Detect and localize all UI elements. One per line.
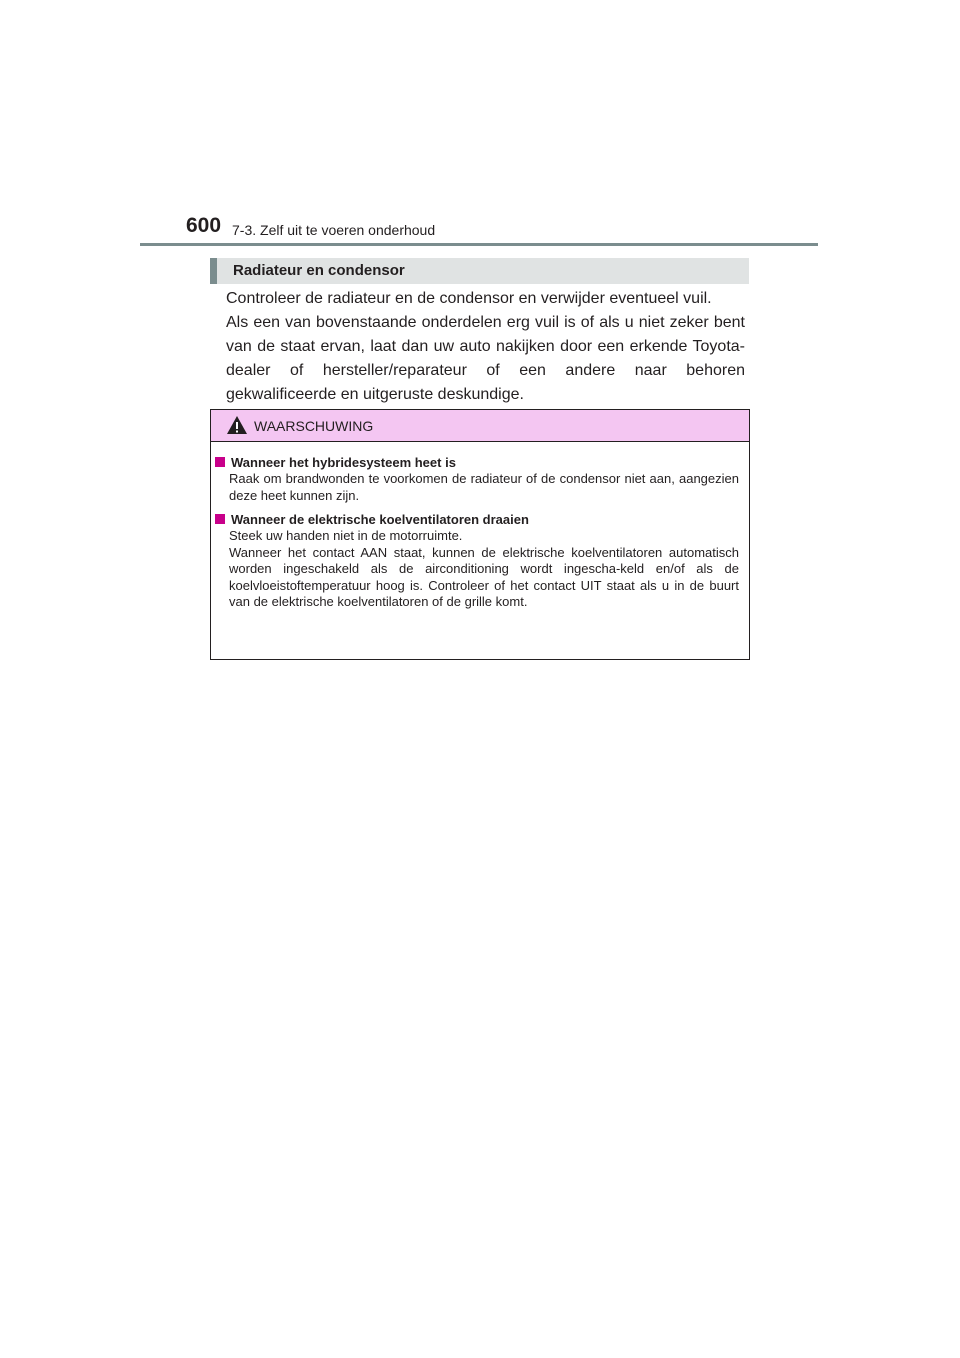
warning-title: WAARSCHUWING bbox=[254, 418, 374, 434]
warning-item bbox=[211, 454, 749, 504]
chapter-title: 7-3. Zelf uit te voeren onderhoud bbox=[232, 222, 436, 238]
body-paragraph-2: Als een van bovenstaande onderdelen erg vuil is of als u niet zeker bent van de staat ervan, laat dan uw auto nakijken door een erkende Toyota-dealer of hersteller/reparateur of een andere naar behoren gekwalificeerde en uitgeruste deskundige. bbox=[226, 314, 745, 403]
warning-item-line: Wanneer het contact AAN staat, kunnen de elektrische koelventilatoren automatisch worden ingeschakeld als de airconditioning wordt ingescha-keld en/of als de koelvloeistoftemperatuur hoog is. Controleer of het contact UIT staat als u in de buurt van de elektrische koelventilatoren of de grille komt. bbox=[229, 544, 739, 609]
warning-item-heading-text: Wanneer het hybridesysteem heet is bbox=[231, 455, 456, 470]
warning-item bbox=[211, 511, 749, 611]
warning-item-line: Raak om brandwonden te voorkomen de radiateur of de condensor niet aan, aangezien deze heet kunnen zijn. bbox=[229, 471, 739, 503]
warning-item-text bbox=[229, 471, 739, 504]
section-heading-bar bbox=[210, 258, 749, 284]
body-paragraph-1: Controleer de radiateur en de condensor en verwijder eventueel vuil. bbox=[226, 290, 712, 307]
warning-header bbox=[211, 410, 749, 442]
section-title: Radiateur en condensor bbox=[233, 262, 405, 279]
warning-item-heading bbox=[213, 454, 749, 471]
warning-item-text bbox=[229, 528, 739, 611]
warning-content bbox=[211, 454, 749, 618]
warning-item-heading bbox=[213, 511, 749, 528]
body-text bbox=[226, 287, 745, 407]
warning-triangle-icon bbox=[226, 415, 248, 435]
warning-box bbox=[210, 409, 750, 660]
warning-item-line: Steek uw handen niet in de motorruimte. bbox=[229, 528, 463, 543]
warning-item-heading-text: Wanneer de elektrische koelventilatoren draaien bbox=[231, 512, 529, 527]
header-rule bbox=[140, 243, 818, 246]
page-number: 600 bbox=[186, 214, 222, 237]
square-bullet-icon bbox=[215, 457, 225, 467]
square-bullet-icon bbox=[215, 514, 225, 524]
